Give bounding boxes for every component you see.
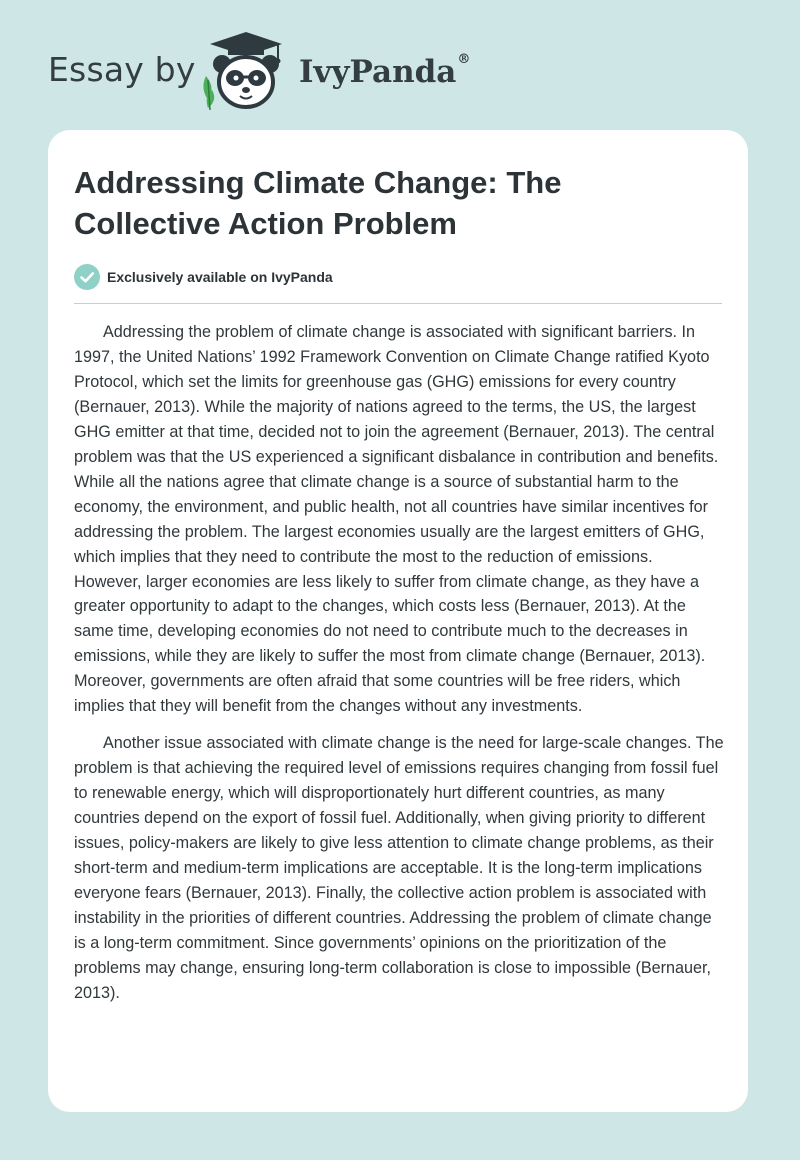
registered-mark: ®: [457, 52, 471, 67]
exclusive-badge-text: Exclusively available on IvyPanda: [107, 269, 333, 285]
essay-body: [74, 320, 724, 1018]
essay-card: [48, 130, 748, 1112]
essay-by-label: Essay by: [48, 50, 196, 89]
site-header: [0, 0, 800, 128]
paragraph: Another issue associated with climate change is the need for large-scale changes. The problem is that achieving the required level of emissions requires changing from fossil fuel to renewable energy, which will disproportionately hurt different countries, as many countries depend on the export of fossil fuel. Additionally, when giving priority to different issues, policy-makers are likely to give less attention to climate change problems, as their short-term and medium-term implications are acceptable. It is the long-term implications everyone fears (Bernauer, 2013). Finally, the collective action problem is associated with instability in the priorities of different countries. Addressing the problem of climate change is a long-term commitment. Since governments’ opinions on the prioritization of the problems may change, ensuring long-term collaboration is close to impossible (Bernauer, 2013).: [74, 734, 724, 1002]
ivypanda-brand-name[interactable]: IvyPanda®: [299, 52, 471, 90]
exclusive-badge: [74, 264, 333, 290]
essay-title: Addressing Climate Change: The Collective Action Problem: [74, 165, 562, 241]
paragraph: Addressing the problem of climate change is associated with significant barriers. In 1997, the United Nations’ 1992 Framework Convention on Climate Change ratified Kyoto Protocol, which set the limits for greenhouse gas (GHG) emissions for every country (Bernauer, 2013). While the majority of nations agreed to the terms, the US, the largest GHG emitter at that time, decided not to join the agreement (Bernauer, 2013). The central problem was that the US experienced a significant disbalance in contribution and benefits. While all the nations agree that climate change is a source of substantial harm to the economy, the environment, and public health, not all countries have similar incentives for addressing the problem. The largest economies usually are the largest emitters of GHG, which implies that they need to contribute the most to the reduction of emissions. However, larger economies are less likely to suffer from climate change, as they have a greater opportunity to adapt to the changes, which costs less (Bernauer, 2013). At the same time, developing economies do not need to contribute much to the decreases in emissions, while they are likely to suffer the most from climate change (Bernauer, 2013). Moreover, governments are often afraid that some countries will be free riders, which implies that they will benefit from the changes without any investments.: [74, 323, 719, 716]
check-circle-icon: [74, 264, 100, 290]
panda-graduate-logo-icon[interactable]: [198, 30, 294, 114]
title-divider: [74, 303, 722, 304]
